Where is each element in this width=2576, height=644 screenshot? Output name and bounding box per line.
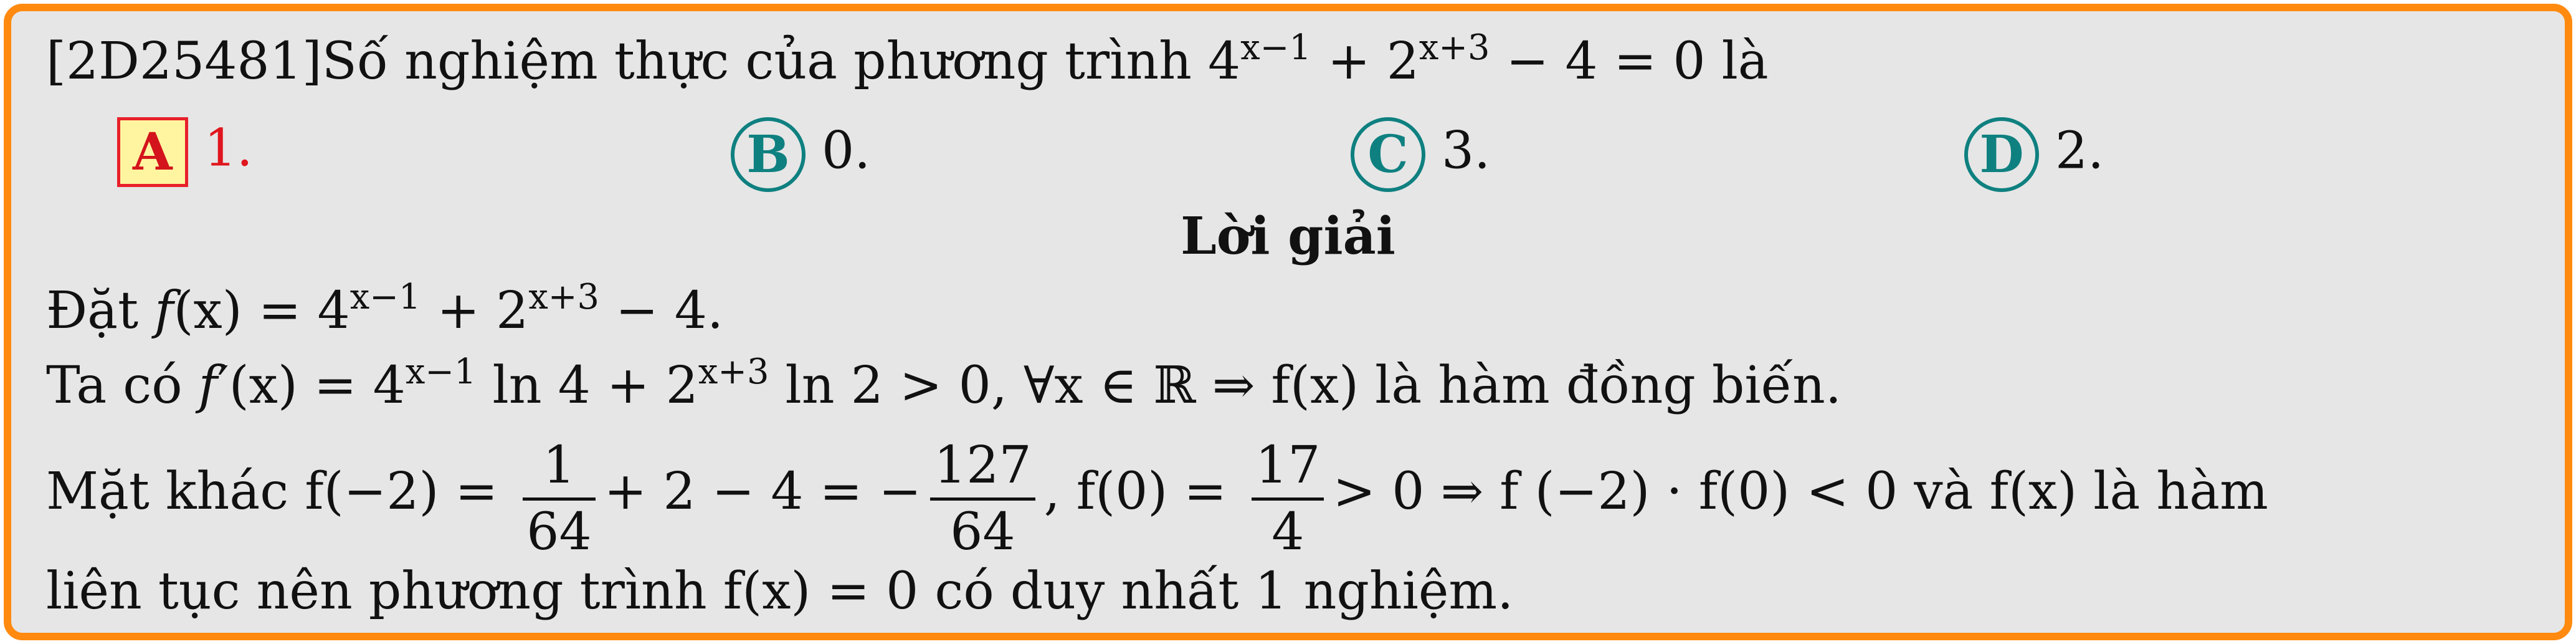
solution-line-2: Ta có $f'(x) = 4^{x-1}$ $\ln 4 + 2^{x+3}$ ln 2 > 0, ∀x ∈ ℝ ⇒ f(x) là hàm đồng biến. bbox=[46, 352, 1842, 415]
solution-line-1: Đặt $f(x) = 4^{x-1} + 2^{x+3} - 4$. bbox=[46, 277, 724, 340]
solution-title: Lời giải bbox=[1181, 206, 1395, 266]
solution-line-4: liên tục nên phương trình f(x) = 0 có duy nhất 1 nghiệm. bbox=[46, 562, 1514, 621]
option-d[interactable] bbox=[1964, 117, 2104, 192]
solution-line-3: Mặt khác f(−2) = $\frac{1}{64}$ + 2 − 4 = − $\frac{127}{64}$ , f(0) = $\frac{17}{4}$ > 0 ⇒ f (−2) · f(0) < 0 và f(x) là hàm bbox=[46, 436, 2268, 562]
question-stem: Số nghiệm thực của phương trình bbox=[321, 32, 1192, 91]
option-a-text: 1. bbox=[204, 118, 253, 178]
option-d-text: 2. bbox=[2055, 121, 2104, 181]
question-line bbox=[46, 27, 1769, 91]
option-d-badge: D bbox=[1964, 117, 2039, 192]
question-equation: $4^{x-1} + 2^{x+3} - 4 = 0$ bbox=[1208, 27, 1706, 91]
fraction-17-4: $\frac{17}{4}$ bbox=[1252, 439, 1324, 559]
option-c-badge: C bbox=[1351, 117, 1425, 192]
fraction-127-64: $\frac{127}{64}$ bbox=[930, 439, 1035, 559]
option-b[interactable] bbox=[731, 117, 870, 192]
question-card bbox=[4, 4, 2572, 640]
question-tail: là bbox=[1705, 32, 1769, 91]
option-b-badge: B bbox=[731, 117, 806, 192]
option-c-text: 3. bbox=[1442, 121, 1491, 181]
option-c[interactable] bbox=[1351, 117, 1490, 192]
question-id: [2D25481] bbox=[46, 32, 322, 91]
option-a[interactable] bbox=[117, 117, 253, 187]
fraction-1-64: $\frac{1}{64}$ bbox=[523, 439, 595, 559]
option-a-badge: A bbox=[117, 117, 188, 187]
option-b-text: 0. bbox=[822, 121, 871, 181]
